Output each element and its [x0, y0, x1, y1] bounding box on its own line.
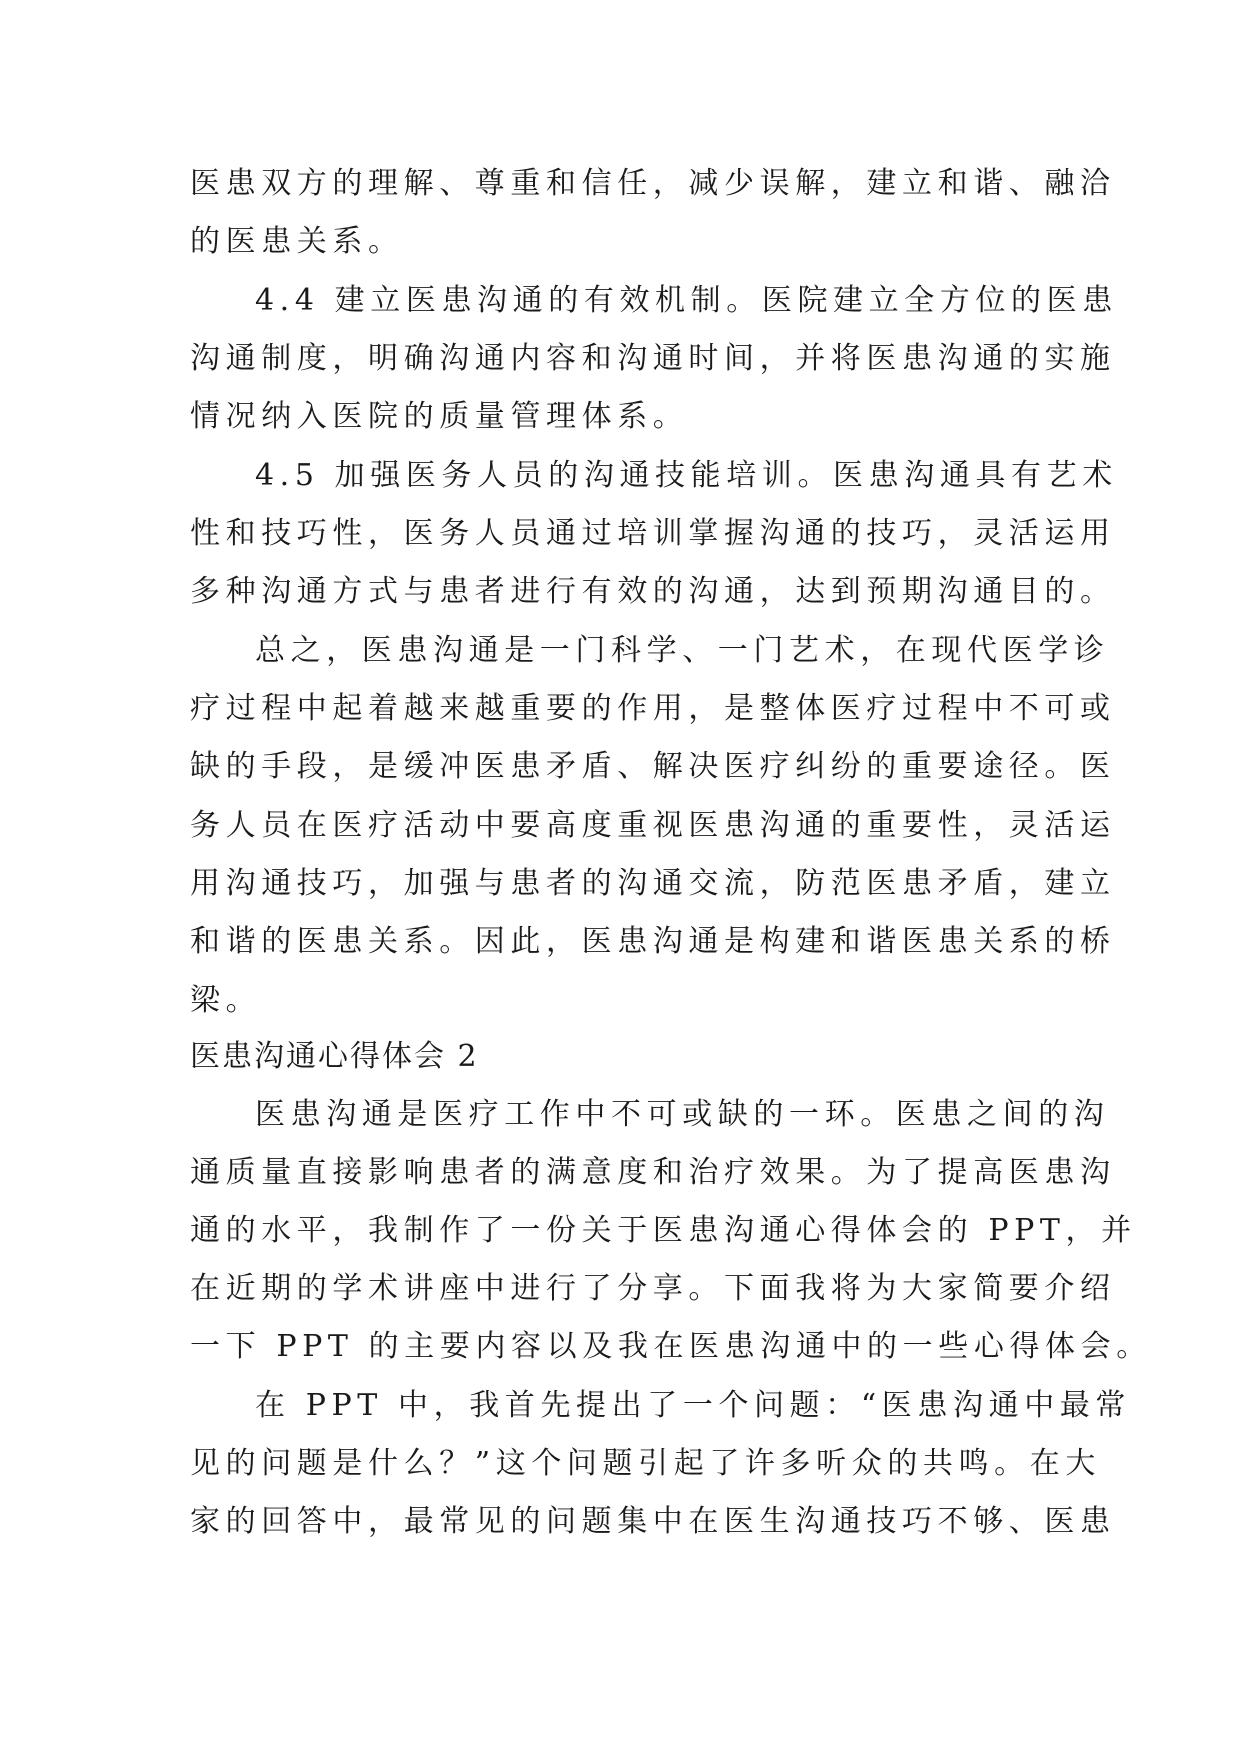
text-line: 多种沟通方式与患者进行有效的沟通，达到预期沟通目的。	[190, 574, 1116, 609]
text-line: 务人员在医疗活动中要高度重视医患沟通的重要性，灵活运	[190, 808, 1116, 843]
text-line: 沟通制度，明确沟通内容和沟通时间，并将医患沟通的实施	[190, 341, 1116, 376]
text-line: 医患双方的理解、尊重和信任，减少误解，建立和谐、融洽	[190, 166, 1116, 201]
paragraph-start-line: 医患沟通是医疗工作中不可或缺的一环。医患之间的沟	[255, 1097, 1110, 1132]
text-line: 见的问题是什么？”这个问题引起了许多听众的共鸣。在大	[190, 1446, 1101, 1481]
paragraph-start-line: 总之，医患沟通是一门科学、一门艺术，在现代医学诊	[255, 633, 1110, 668]
text-line: 和谐的医患关系。因此，医患沟通是构建和谐医患关系的桥	[190, 924, 1116, 959]
text-line: 通质量直接影响患者的满意度和治疗效果。为了提高医患沟	[190, 1155, 1116, 1190]
text-line: 通的水平，我制作了一份关于医患沟通心得体会的 PPT，并	[190, 1213, 1137, 1248]
text-line: 疗过程中起着越来越重要的作用，是整体医疗过程中不可或	[190, 691, 1116, 726]
text-line: 家的回答中，最常见的问题集中在医生沟通技巧不够、医患	[190, 1504, 1116, 1539]
text-line: 在近期的学术讲座中进行了分享。下面我将为大家简要介绍	[190, 1271, 1116, 1306]
text-line: 的医患关系。	[190, 224, 404, 259]
text-line: 缺的手段，是缓冲医患矛盾、解决医疗纠纷的重要途径。医	[190, 749, 1116, 784]
text-line: 用沟通技巧，加强与患者的沟通交流，防范医患矛盾，建立	[190, 866, 1116, 901]
text-line: 情况纳入医院的质量管理体系。	[190, 399, 689, 434]
text-line: 梁。	[190, 983, 262, 1018]
paragraph-start-line: 在 PPT 中，我首先提出了一个问题：“医患沟通中最常	[255, 1388, 1131, 1423]
text-line: 一下 PPT 的主要内容以及我在医患沟通中的一些心得体会。	[190, 1329, 1152, 1364]
paragraph-start-line: 4.5 加强医务人员的沟通技能培训。医患沟通具有艺术	[255, 458, 1118, 493]
paragraph-start-line: 4.4 建立医患沟通的有效机制。医院建立全方位的医患	[255, 283, 1118, 318]
text-line: 性和技巧性，医务人员通过培训掌握沟通的技巧，灵活运用	[190, 516, 1116, 551]
section-heading: 医患沟通心得体会 2	[190, 1039, 479, 1074]
